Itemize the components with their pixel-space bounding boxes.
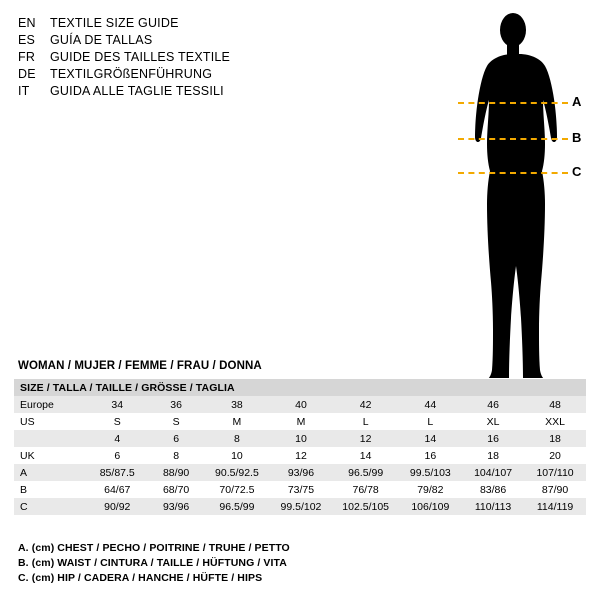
table-cell: 93/96: [269, 464, 332, 481]
table-row: [14, 481, 586, 498]
language-title: GUÍA DE TALLAS: [50, 33, 153, 47]
table-cell: 40: [269, 396, 332, 413]
table-cell: S: [87, 413, 148, 430]
measure-line-hip: [458, 172, 568, 174]
table-cell: M: [205, 413, 270, 430]
table-cell: 44: [399, 396, 462, 413]
table-cell: 34: [87, 396, 148, 413]
table-cell: 16: [399, 447, 462, 464]
table-cell: 68/70: [148, 481, 205, 498]
table-cell: L: [399, 413, 462, 430]
table-cell: 10: [269, 430, 332, 447]
table-cell: 83/86: [462, 481, 524, 498]
table-cell: S: [148, 413, 205, 430]
row-label: B: [14, 481, 87, 498]
table-cell: 10: [205, 447, 270, 464]
table-cell: 6: [87, 447, 148, 464]
legend-item-waist: B. (cm) WAIST / CINTURA / TAILLE / HÜFTUNG / VITA: [18, 557, 287, 569]
table-cell: 46: [462, 396, 524, 413]
table-cell: 88/90: [148, 464, 205, 481]
section-heading: WOMAN / MUJER / FEMME / FRAU / DONNA: [18, 360, 262, 372]
measure-label-c: C: [572, 164, 582, 179]
language-title: GUIDE DES TAILLES TEXTILE: [50, 50, 231, 64]
female-silhouette-icon: [400, 8, 590, 378]
table-cell: 14: [399, 430, 462, 447]
table-cell: 18: [462, 447, 524, 464]
row-label: Europe: [14, 396, 87, 413]
body-figure: [400, 8, 590, 378]
table-cell: 90.5/92.5: [205, 464, 270, 481]
table-cell: 99.5/102: [269, 498, 332, 515]
table-row: [14, 413, 586, 430]
table-row: [14, 447, 586, 464]
table-cell: 16: [462, 430, 524, 447]
row-label: C: [14, 498, 87, 515]
table-cell: 96.5/99: [205, 498, 270, 515]
language-row: [18, 50, 318, 67]
table-cell: 8: [148, 447, 205, 464]
language-title-block: [18, 16, 318, 101]
table-cell: 20: [524, 447, 586, 464]
table-row: [14, 396, 586, 413]
language-title: TEXTILE SIZE GUIDE: [50, 16, 179, 30]
language-row: [18, 16, 318, 33]
table-cell: 73/75: [269, 481, 332, 498]
legend-item-hip: C. (cm) HIP / CADERA / HANCHE / HÜFTE / HIPS: [18, 572, 263, 584]
table-cell: 110/113: [462, 498, 524, 515]
table-cell: 79/82: [399, 481, 462, 498]
table-cell: 96.5/99: [333, 464, 399, 481]
table-cell: 93/96: [148, 498, 205, 515]
language-code: FR: [18, 50, 36, 64]
language-row: [18, 33, 318, 50]
legend-item-chest: A. (cm) CHEST / PECHO / POITRINE / TRUHE / PETTO: [18, 542, 290, 554]
table-cell: M: [269, 413, 332, 430]
table-cell: 6: [148, 430, 205, 447]
table-row: [14, 464, 586, 481]
measure-line-waist: [458, 138, 568, 140]
table-cell: 42: [333, 396, 399, 413]
table-cell: 12: [269, 447, 332, 464]
row-label: UK: [14, 447, 87, 464]
measure-label-a: A: [572, 94, 582, 109]
table-cell: L: [333, 413, 399, 430]
measure-label-b: B: [572, 130, 582, 145]
table-cell: 8: [205, 430, 270, 447]
table-cell: XXL: [524, 413, 586, 430]
row-label: A: [14, 464, 87, 481]
language-code: EN: [18, 16, 36, 30]
row-label: US: [14, 413, 87, 430]
language-row: [18, 67, 318, 84]
table-cell: 87/90: [524, 481, 586, 498]
table-cell: 36: [148, 396, 205, 413]
table-cell: 38: [205, 396, 270, 413]
table-cell: 107/110: [524, 464, 586, 481]
language-code: IT: [18, 84, 30, 98]
table-cell: 102.5/105: [333, 498, 399, 515]
table-cell: 48: [524, 396, 586, 413]
table-cell: 99.5/103: [399, 464, 462, 481]
language-row: [18, 84, 318, 101]
table-header-row: [14, 379, 586, 396]
language-title: TEXTILGRÖßENFÜHRUNG: [50, 67, 213, 81]
size-table: [14, 379, 586, 515]
table-header-label: SIZE / TALLA / TAILLE / GRÖSSE / TAGLIA: [14, 379, 586, 396]
table-cell: 114/119: [524, 498, 586, 515]
table-cell: XL: [462, 413, 524, 430]
table-cell: 106/109: [399, 498, 462, 515]
table-cell: 14: [333, 447, 399, 464]
table-cell: 12: [333, 430, 399, 447]
table-cell: 104/107: [462, 464, 524, 481]
table-cell: 4: [87, 430, 148, 447]
language-code: DE: [18, 67, 36, 81]
measurement-legend: [18, 542, 578, 587]
table-row: [14, 430, 586, 447]
table-cell: 76/78: [333, 481, 399, 498]
measure-line-chest: [458, 102, 568, 104]
language-code: ES: [18, 33, 36, 47]
table-cell: 64/67: [87, 481, 148, 498]
table-cell: 18: [524, 430, 586, 447]
row-label: [14, 430, 87, 447]
table-row: [14, 498, 586, 515]
table-cell: 90/92: [87, 498, 148, 515]
table-cell: 85/87.5: [87, 464, 148, 481]
language-title: GUIDA ALLE TAGLIE TESSILI: [50, 84, 224, 98]
table-cell: 70/72.5: [205, 481, 270, 498]
